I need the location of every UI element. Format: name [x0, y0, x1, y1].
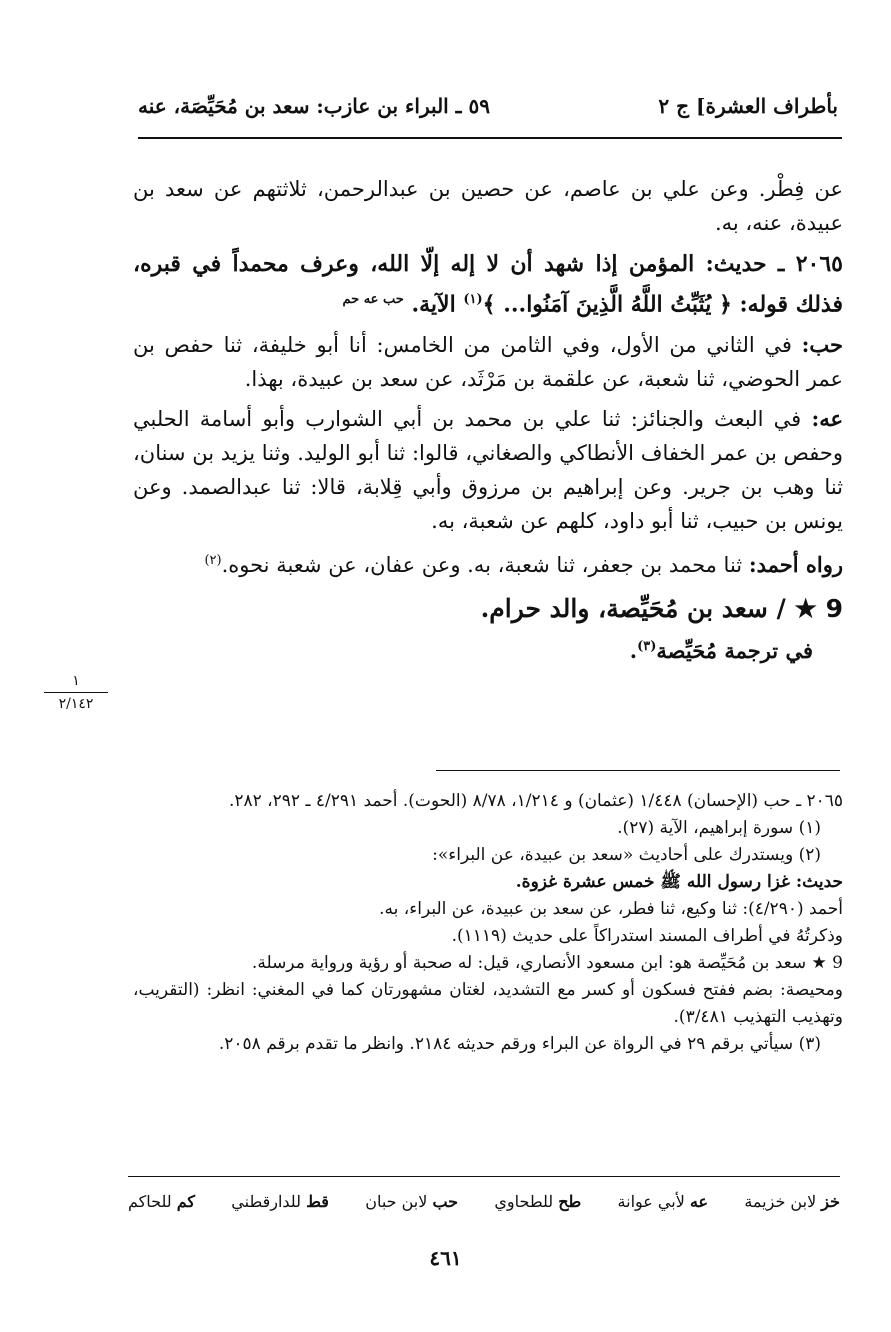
margin-reference: [44, 672, 108, 713]
margin-ref-bottom: ٢/١٤٢: [58, 696, 94, 712]
abbr-item: طح للطحاوي: [494, 1192, 582, 1211]
footnote-rule: [436, 770, 840, 771]
abbreviations-key: [128, 1192, 840, 1211]
section-number: 9: [825, 594, 843, 624]
abbr-item: خز لابن خزيمة: [744, 1192, 840, 1211]
section-subtitle: في ترجمة مُحَيِّصة$^{(٣)}$.: [629, 638, 813, 664]
footnote-3: (٣) سيأتي برقم ٢٩ في الرواة عن البراء ورقم حديثه ٢١٨٤. وانظر ما تقدم برقم ٢٠٥٨.: [218, 1034, 821, 1054]
footnote-sources: ٢٠٦٥ ـ حب (الإحسان) ١/٤٤٨ (عثمان) و ١/٢١٤، ٨/٧٨ (الحوت). أحمد ٤/٢٩١ ـ ٢٩٢، ٢٨٢.: [228, 791, 843, 811]
section-slash: /: [776, 594, 786, 624]
header-chapter-title: ٥٩ ـ البراء بن عازب: سعد بن مُحَيِّصَة، عنه: [138, 94, 490, 118]
hadith-entry: [133, 246, 843, 322]
hadith-number: ٢٠٦٥: [795, 251, 843, 277]
footnote-2: (٢) ويستدرك على أحاديث «سعد بن عبيدة، عن البراء»:: [432, 845, 821, 865]
footnote-ref-3: (٣): [637, 639, 657, 655]
abbreviations-rule: [128, 1176, 840, 1177]
abbr-item: عه لأبي عوانة: [617, 1192, 709, 1211]
abbr-item: كم للحاكم: [128, 1192, 195, 1211]
page-number: ٤٦١: [429, 1246, 462, 1270]
abbr-item: حب لابن حبان: [365, 1192, 459, 1211]
paragraph-continuation: عن فِطْر. وعن علي بن عاصم، عن حصين بن عبدالرحمن، ثلاثتهم عن سعد بن عبيدة، عنه، به.: [133, 177, 843, 235]
section-heading: [133, 588, 843, 630]
footnote-ref-1: (١): [463, 292, 483, 307]
footnote-1: (١) سورة إبراهيم، الآية (٢٧).: [617, 818, 821, 838]
paragraph-hib: حب: في الثاني من الأول، وفي الثامن من الخامس: أنا أبو خليفة، ثنا حفص بن عمر الحوضي، ثنا شعبة، عن علقمة بن مَرْثَد، عن سعد بن عبيدة، بهذا.: [133, 332, 843, 392]
footnote-2-hadith: حديث: غزا رسول الله ﷺ خمس عشرة غزوة.: [515, 872, 843, 892]
margin-ref-rule: [44, 692, 108, 693]
star-icon: ★: [794, 594, 817, 624]
paragraph-ahmad: رواه أحمد: ثنا محمد بن جعفر، ثنا شعبة، به. وعن عفان، عن شعبة نحوه.$^{(٢)}$: [204, 552, 843, 578]
abbr-item: قط للدارقطني: [231, 1192, 329, 1211]
footnote-2-note: وذكرتُهُ في أطراف المسند استدراكاً على حديث (١١١٩).: [451, 926, 843, 946]
footnote-2-ahmad: أحمد (٤/٢٩٠): ثنا وكيع، ثنا فطر، عن سعد بن عبيدة، عن البراء، به.: [379, 899, 843, 919]
header-book-volume: بأطراف العشرة] ج ٢: [658, 94, 838, 118]
hadith-text: ـ حديث: المؤمن إذا شهد أن لا إله إلّا الله، وعرف محمداً في قبره، فذلك قوله: ﴿ يُثَبِّتُ اللَّهُ الَّذِينَ آمَنُوا... ﴾: [133, 251, 843, 318]
paragraph-awana: عه: في البعث والجنائز: ثنا علي بن محمد بن أبي الشوارب وأبو أسامة الحلبي وحفص بن عمر الخفاف الأنطاكي والصغاني، قالوا: ثنا أبو الوليد. وثنا يزيد بن سنان، ثنا وهب بن جرير. وعن إبراهيم بن مرزوق وأبي قِلابة، قالا: ثنا عبدالصمد. وعن يونس بن حبيب، ثنا أبو داود، كلهم عن شعبة، به.: [133, 406, 843, 534]
running-header: [138, 88, 838, 124]
section-title: سعد بن مُحَيِّصة، والد حرام.: [480, 594, 768, 624]
footnote-bio-note: ومحيصة: بضم ففتح فسكون أو كسر مع التشديد، لغتان مشهورتان كما في المغني: انظر: (التقريب، وتهذيب التهذيب ٣/٤٨١).: [133, 980, 843, 1027]
footnotes: [133, 788, 843, 1058]
main-text: [133, 172, 843, 668]
header-rule: [138, 137, 842, 139]
footnote-bio: 9 ★ سعد بن مُحَيِّصة هو: ابن مسعود الأنصاري، قيل: له صحبة أو رؤية ورواية مرسلة.: [251, 953, 843, 973]
margin-ref-top: ١: [72, 673, 80, 689]
hadith-end: الآية.: [411, 291, 456, 318]
footnote-ref-2: (٢): [204, 553, 222, 569]
hadith-source-marks: حب عه حم: [342, 292, 404, 307]
